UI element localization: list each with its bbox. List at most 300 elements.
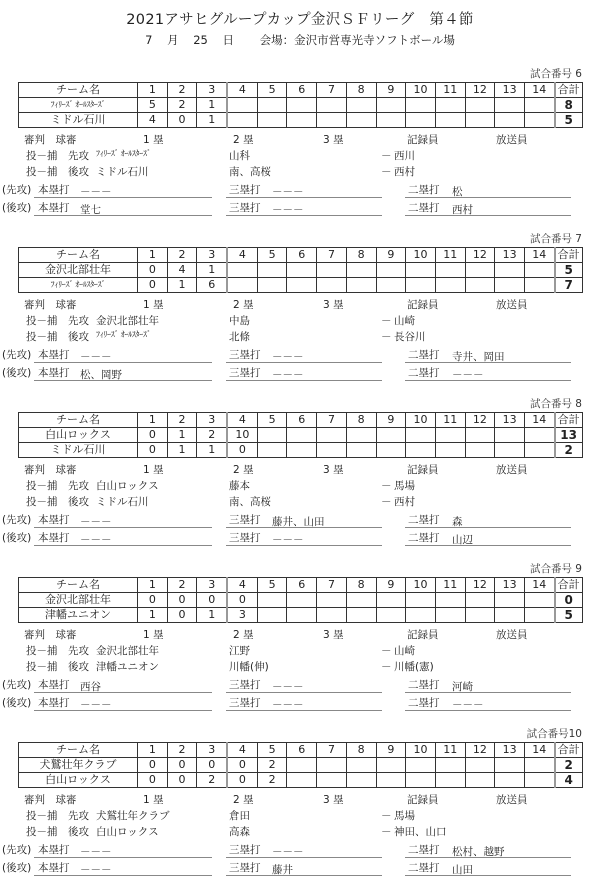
- umpire-label: 審判 球審: [24, 629, 77, 641]
- inning-score: [227, 113, 257, 128]
- second-hr-label: 本塁打: [38, 202, 70, 214]
- team-total: 13: [555, 428, 583, 443]
- inning-score: [227, 278, 257, 293]
- inning-header: 5: [257, 83, 287, 98]
- inning-score: [524, 113, 554, 128]
- inning-score: 0: [227, 773, 257, 788]
- first-attack-label: (先攻): [2, 679, 32, 691]
- first-hr-underline: [34, 197, 212, 198]
- battery-second-catcher: 長谷川: [394, 331, 426, 343]
- first-hr-underline: [34, 527, 212, 528]
- second-triple-underline: [226, 710, 382, 711]
- game-section-1: [0, 66, 600, 231]
- team-name: ミドル石川: [19, 113, 138, 128]
- first-triple-label: 三塁打: [229, 679, 261, 691]
- battery-second-dash: －: [381, 496, 392, 508]
- inning-score: [317, 443, 347, 458]
- inning-score: [406, 428, 436, 443]
- first-double-underline: [405, 857, 571, 858]
- inning-score: [257, 443, 287, 458]
- second-double-underline: [405, 545, 571, 546]
- second-hr-underline: [34, 545, 212, 546]
- second-hr-value: 堂七: [80, 204, 101, 216]
- battery-first-team: ﾌｨﾘｰｽﾞ ｵｰﾙｽﾀｰｽﾞ: [96, 149, 151, 158]
- inning-score: 0: [227, 593, 257, 608]
- inning-header: 13: [495, 413, 525, 428]
- inning-score: [495, 443, 525, 458]
- inning-score: [287, 263, 317, 278]
- team-name: 白山ロックス: [19, 773, 138, 788]
- inning-header: 13: [495, 578, 525, 593]
- scoreboard-header-row: [19, 578, 583, 593]
- battery-first-dash: －: [381, 315, 392, 327]
- inning-score: 0: [167, 758, 197, 773]
- inning-score: [287, 443, 317, 458]
- inning-score: 1: [197, 263, 227, 278]
- battery-second-dash: －: [381, 166, 392, 178]
- first-double-label: 二塁打: [408, 184, 440, 196]
- inning-score: 5: [138, 98, 168, 113]
- second-attack-label: (後攻): [2, 367, 32, 379]
- battery-second-pitcher: 南、高桜: [229, 496, 271, 508]
- inning-score: [524, 758, 554, 773]
- inning-score: [227, 98, 257, 113]
- recorder-label: 記録員: [407, 464, 439, 476]
- inning-score: [376, 263, 406, 278]
- inning-score: [376, 593, 406, 608]
- inning-score: 3: [227, 608, 257, 623]
- second-attack-label: (後攻): [2, 532, 32, 544]
- first-triple-underline: [226, 857, 382, 858]
- first-double-value: 森: [452, 516, 463, 528]
- battery-second-pitcher: 南、高桜: [229, 166, 271, 178]
- inning-score: 1: [197, 443, 227, 458]
- inning-score: [435, 263, 465, 278]
- total-header: 合計: [555, 83, 583, 98]
- inning-header: 9: [376, 248, 406, 263]
- first-hr-underline: [34, 692, 212, 693]
- second-base-ump-label: 2 塁: [233, 134, 254, 146]
- inning-header: 6: [287, 743, 317, 758]
- inning-header: 8: [346, 413, 376, 428]
- inning-score: 2: [197, 428, 227, 443]
- inning-score: [287, 593, 317, 608]
- inning-score: [287, 773, 317, 788]
- inning-header: 6: [287, 413, 317, 428]
- date-venue-line: [0, 32, 600, 48]
- first-base-ump-label: 1 塁: [143, 299, 164, 311]
- inning-header: 7: [317, 413, 347, 428]
- first-base-ump-label: 1 塁: [143, 464, 164, 476]
- inning-header: 1: [138, 83, 168, 98]
- second-hr-underline: [34, 875, 212, 876]
- first-hr-value: －－－: [80, 846, 112, 858]
- inning-score: 1: [167, 278, 197, 293]
- battery-first-pitcher: 倉田: [229, 810, 250, 822]
- inning-score: [376, 773, 406, 788]
- inning-header: 8: [346, 83, 376, 98]
- inning-score: [287, 758, 317, 773]
- first-attack-label: (先攻): [2, 844, 32, 856]
- inning-score: [495, 263, 525, 278]
- inning-header: 6: [287, 83, 317, 98]
- first-triple-value: －－－: [272, 186, 304, 198]
- team-row: [19, 428, 583, 443]
- battery-second-label: 投－捕 後攻: [26, 496, 89, 508]
- announcer-label: 放送員: [496, 134, 528, 146]
- second-hr-label: 本塁打: [38, 532, 70, 544]
- second-attack-label: (後攻): [2, 202, 32, 214]
- inning-header: 4: [227, 83, 257, 98]
- battery-second-team: ミドル石川: [96, 166, 149, 178]
- second-double-underline: [405, 710, 571, 711]
- page-title: 2021アサヒグループカップ金沢ＳＦリーグ 第４節: [126, 12, 474, 28]
- first-triple-label: 三塁打: [229, 184, 261, 196]
- inning-header: 10: [406, 83, 436, 98]
- second-attack-label: (後攻): [2, 862, 32, 874]
- first-attack-label: (先攻): [2, 514, 32, 526]
- inning-score: 0: [138, 278, 168, 293]
- inning-score: [465, 263, 495, 278]
- battery-first-dash: －: [381, 645, 392, 657]
- first-triple-value: －－－: [272, 351, 304, 363]
- team-row: [19, 608, 583, 623]
- team-total: 4: [555, 773, 583, 788]
- inning-score: [287, 608, 317, 623]
- second-double-value: 山辺: [452, 534, 473, 546]
- inning-score: [406, 608, 436, 623]
- first-double-underline: [405, 197, 571, 198]
- inning-score: 0: [227, 758, 257, 773]
- first-triple-value: －－－: [272, 681, 304, 693]
- inning-score: [465, 278, 495, 293]
- battery-first-team: 犬鷲壮年クラブ: [96, 810, 170, 822]
- inning-header: 10: [406, 578, 436, 593]
- inning-header: 3: [197, 248, 227, 263]
- inning-header: 8: [346, 578, 376, 593]
- inning-score: [524, 278, 554, 293]
- inning-score: [406, 443, 436, 458]
- inning-header: 6: [287, 578, 317, 593]
- third-base-ump-label: 3 塁: [323, 794, 344, 806]
- battery-first-dash: －: [381, 150, 392, 162]
- inning-score: 1: [167, 443, 197, 458]
- inning-score: [376, 428, 406, 443]
- first-triple-underline: [226, 692, 382, 693]
- total-header: 合計: [555, 413, 583, 428]
- team-name: 金沢北部壮年: [19, 263, 138, 278]
- total-header: 合計: [555, 248, 583, 263]
- battery-first-label: 投－捕 先攻: [26, 150, 89, 162]
- inning-score: 1: [197, 98, 227, 113]
- inning-score: [495, 758, 525, 773]
- inning-score: 1: [167, 428, 197, 443]
- first-hr-value: －－－: [80, 351, 112, 363]
- inning-score: [465, 758, 495, 773]
- inning-score: 1: [197, 113, 227, 128]
- inning-header: 9: [376, 83, 406, 98]
- inning-score: [435, 428, 465, 443]
- second-triple-underline: [226, 875, 382, 876]
- inning-score: 0: [138, 593, 168, 608]
- battery-second-team: 津幡ユニオン: [96, 661, 159, 673]
- team-name: 津幡ユニオン: [19, 608, 138, 623]
- second-double-underline: [405, 875, 571, 876]
- first-double-underline: [405, 527, 571, 528]
- first-double-underline: [405, 362, 571, 363]
- day-unit: 日: [222, 33, 234, 47]
- first-base-ump-label: 1 塁: [143, 794, 164, 806]
- first-hr-label: 本塁打: [38, 184, 70, 196]
- second-triple-label: 三塁打: [229, 697, 261, 709]
- inning-header: 2: [167, 743, 197, 758]
- battery-second-label: 投－捕 後攻: [26, 826, 89, 838]
- inning-header: 14: [524, 743, 554, 758]
- inning-score: [524, 443, 554, 458]
- inning-header: 9: [376, 578, 406, 593]
- inning-header: 6: [287, 248, 317, 263]
- inning-score: [524, 773, 554, 788]
- second-base-ump-label: 2 塁: [233, 794, 254, 806]
- second-triple-underline: [226, 215, 382, 216]
- battery-first-label: 投－捕 先攻: [26, 315, 89, 327]
- team-row: [19, 98, 583, 113]
- battery-first-pitcher: 江野: [229, 645, 250, 657]
- month-unit: 月: [167, 33, 179, 47]
- first-triple-underline: [226, 527, 382, 528]
- inning-header: 5: [257, 413, 287, 428]
- inning-header: 5: [257, 743, 287, 758]
- inning-score: [435, 278, 465, 293]
- umpire-label: 審判 球審: [24, 134, 77, 146]
- second-triple-label: 三塁打: [229, 532, 261, 544]
- inning-score: [435, 98, 465, 113]
- second-double-label: 二塁打: [408, 202, 440, 214]
- second-hr-value: －－－: [80, 534, 112, 546]
- inning-score: 0: [138, 443, 168, 458]
- inning-header: 3: [197, 743, 227, 758]
- inning-score: [346, 443, 376, 458]
- inning-header: 9: [376, 743, 406, 758]
- team-total: 0: [555, 593, 583, 608]
- second-hr-value: 松、岡野: [80, 369, 122, 381]
- inning-score: [257, 278, 287, 293]
- inning-header: 12: [465, 578, 495, 593]
- first-double-label: 二塁打: [408, 679, 440, 691]
- team-row: [19, 773, 583, 788]
- first-double-underline: [405, 692, 571, 693]
- first-hr-value: 西谷: [80, 681, 101, 693]
- second-double-underline: [405, 380, 571, 381]
- scoreboard-table: [18, 742, 583, 788]
- day: 25: [193, 33, 208, 47]
- inning-header: 14: [524, 413, 554, 428]
- first-hr-value: －－－: [80, 186, 112, 198]
- first-base-ump-label: 1 塁: [143, 134, 164, 146]
- inning-score: 0: [138, 758, 168, 773]
- inning-score: [435, 773, 465, 788]
- inning-score: [317, 428, 347, 443]
- game-section-2: [0, 231, 600, 396]
- inning-score: [317, 593, 347, 608]
- recorder-label: 記録員: [407, 629, 439, 641]
- first-hr-underline: [34, 362, 212, 363]
- first-triple-value: 藤井、山田: [272, 516, 325, 528]
- battery-first-catcher: 山崎: [394, 645, 415, 657]
- second-triple-underline: [226, 545, 382, 546]
- inning-score: [465, 593, 495, 608]
- recorder-label: 記録員: [407, 794, 439, 806]
- battery-first-team: 金沢北部壮年: [96, 645, 159, 657]
- battery-first-catcher: 馬場: [394, 810, 415, 822]
- team-name: 犬鷲壮年クラブ: [19, 758, 138, 773]
- inning-header: 7: [317, 743, 347, 758]
- inning-score: 2: [197, 773, 227, 788]
- inning-score: [376, 608, 406, 623]
- second-base-ump-label: 2 塁: [233, 299, 254, 311]
- inning-score: [465, 428, 495, 443]
- inning-score: [524, 263, 554, 278]
- inning-score: [465, 113, 495, 128]
- inning-header: 11: [435, 743, 465, 758]
- second-double-value: －－－: [452, 369, 484, 381]
- inning-score: [524, 428, 554, 443]
- team-row: [19, 278, 583, 293]
- battery-first-pitcher: 藤本: [229, 480, 250, 492]
- inning-header: 13: [495, 743, 525, 758]
- first-hr-label: 本塁打: [38, 349, 70, 361]
- inning-score: [317, 263, 347, 278]
- inning-score: 4: [167, 263, 197, 278]
- inning-header: 11: [435, 83, 465, 98]
- inning-score: [317, 278, 347, 293]
- inning-score: [346, 773, 376, 788]
- second-hr-label: 本塁打: [38, 862, 70, 874]
- inning-score: [465, 98, 495, 113]
- inning-header: 10: [406, 413, 436, 428]
- team-total: 5: [555, 608, 583, 623]
- inning-score: [346, 98, 376, 113]
- battery-second-catcher: 神田、山口: [394, 826, 447, 838]
- inning-header: 1: [138, 743, 168, 758]
- third-base-ump-label: 3 塁: [323, 134, 344, 146]
- inning-header: 12: [465, 413, 495, 428]
- inning-score: [495, 278, 525, 293]
- team-name: ミドル石川: [19, 443, 138, 458]
- second-hr-label: 本塁打: [38, 367, 70, 379]
- inning-header: 12: [465, 743, 495, 758]
- inning-header: 5: [257, 248, 287, 263]
- team-column-header: チーム名: [19, 578, 138, 593]
- inning-score: [287, 278, 317, 293]
- first-double-label: 二塁打: [408, 844, 440, 856]
- inning-header: 2: [167, 248, 197, 263]
- inning-score: 0: [167, 773, 197, 788]
- inning-score: 0: [167, 593, 197, 608]
- second-triple-value: 藤井: [272, 864, 293, 876]
- inning-score: [346, 593, 376, 608]
- inning-header: 7: [317, 578, 347, 593]
- recorder-label: 記録員: [407, 299, 439, 311]
- scoreboard-table: [18, 577, 583, 623]
- scoreboard-table: [18, 247, 583, 293]
- inning-score: [524, 98, 554, 113]
- inning-score: [317, 113, 347, 128]
- inning-score: 6: [197, 278, 227, 293]
- scoreboard-header-row: [19, 248, 583, 263]
- second-double-label: 二塁打: [408, 532, 440, 544]
- inning-score: [495, 98, 525, 113]
- team-total: 5: [555, 263, 583, 278]
- first-hr-underline: [34, 857, 212, 858]
- announcer-label: 放送員: [496, 794, 528, 806]
- battery-first-team: 白山ロックス: [96, 480, 159, 492]
- inning-score: [495, 773, 525, 788]
- second-triple-underline: [226, 380, 382, 381]
- umpire-label: 審判 球審: [24, 794, 77, 806]
- third-base-ump-label: 3 塁: [323, 629, 344, 641]
- team-row: [19, 758, 583, 773]
- team-column-header: チーム名: [19, 83, 138, 98]
- inning-header: 3: [197, 413, 227, 428]
- inning-score: [317, 773, 347, 788]
- inning-header: 7: [317, 83, 347, 98]
- battery-second-dash: －: [381, 826, 392, 838]
- battery-second-dash: －: [381, 661, 392, 673]
- total-header: 合計: [555, 743, 583, 758]
- inning-header: 11: [435, 413, 465, 428]
- second-triple-label: 三塁打: [229, 367, 261, 379]
- inning-score: 1: [138, 608, 168, 623]
- inning-score: [376, 758, 406, 773]
- first-double-label: 二塁打: [408, 514, 440, 526]
- inning-header: 11: [435, 248, 465, 263]
- inning-score: 0: [227, 443, 257, 458]
- inning-header: 10: [406, 743, 436, 758]
- first-triple-value: －－－: [272, 846, 304, 858]
- game-section-3: [0, 396, 600, 561]
- scoreboard-header-row: [19, 413, 583, 428]
- battery-first-label: 投－捕 先攻: [26, 645, 89, 657]
- second-triple-label: 三塁打: [229, 202, 261, 214]
- team-row: [19, 113, 583, 128]
- inning-score: [257, 263, 287, 278]
- battery-first-team: 金沢北部壮年: [96, 315, 159, 327]
- inning-score: [317, 758, 347, 773]
- scoreboard-table: [18, 412, 583, 458]
- battery-second-catcher: 西村: [394, 496, 415, 508]
- total-header: 合計: [555, 578, 583, 593]
- inning-score: 0: [138, 428, 168, 443]
- inning-score: [406, 113, 436, 128]
- inning-header: 5: [257, 578, 287, 593]
- inning-score: [495, 608, 525, 623]
- inning-score: [376, 98, 406, 113]
- second-double-label: 二塁打: [408, 862, 440, 874]
- battery-second-team: ﾌｨﾘｰｽﾞ ｵｰﾙｽﾀｰｽﾞ: [96, 330, 151, 339]
- second-triple-value: －－－: [272, 369, 304, 381]
- second-triple-value: －－－: [272, 534, 304, 546]
- inning-score: [257, 428, 287, 443]
- battery-second-label: 投－捕 後攻: [26, 661, 89, 673]
- inning-header: 12: [465, 83, 495, 98]
- inning-score: [435, 758, 465, 773]
- inning-score: [435, 443, 465, 458]
- second-attack-label: (後攻): [2, 697, 32, 709]
- inning-score: [406, 98, 436, 113]
- battery-second-label: 投－捕 後攻: [26, 166, 89, 178]
- battery-second-team: ミドル石川: [96, 496, 149, 508]
